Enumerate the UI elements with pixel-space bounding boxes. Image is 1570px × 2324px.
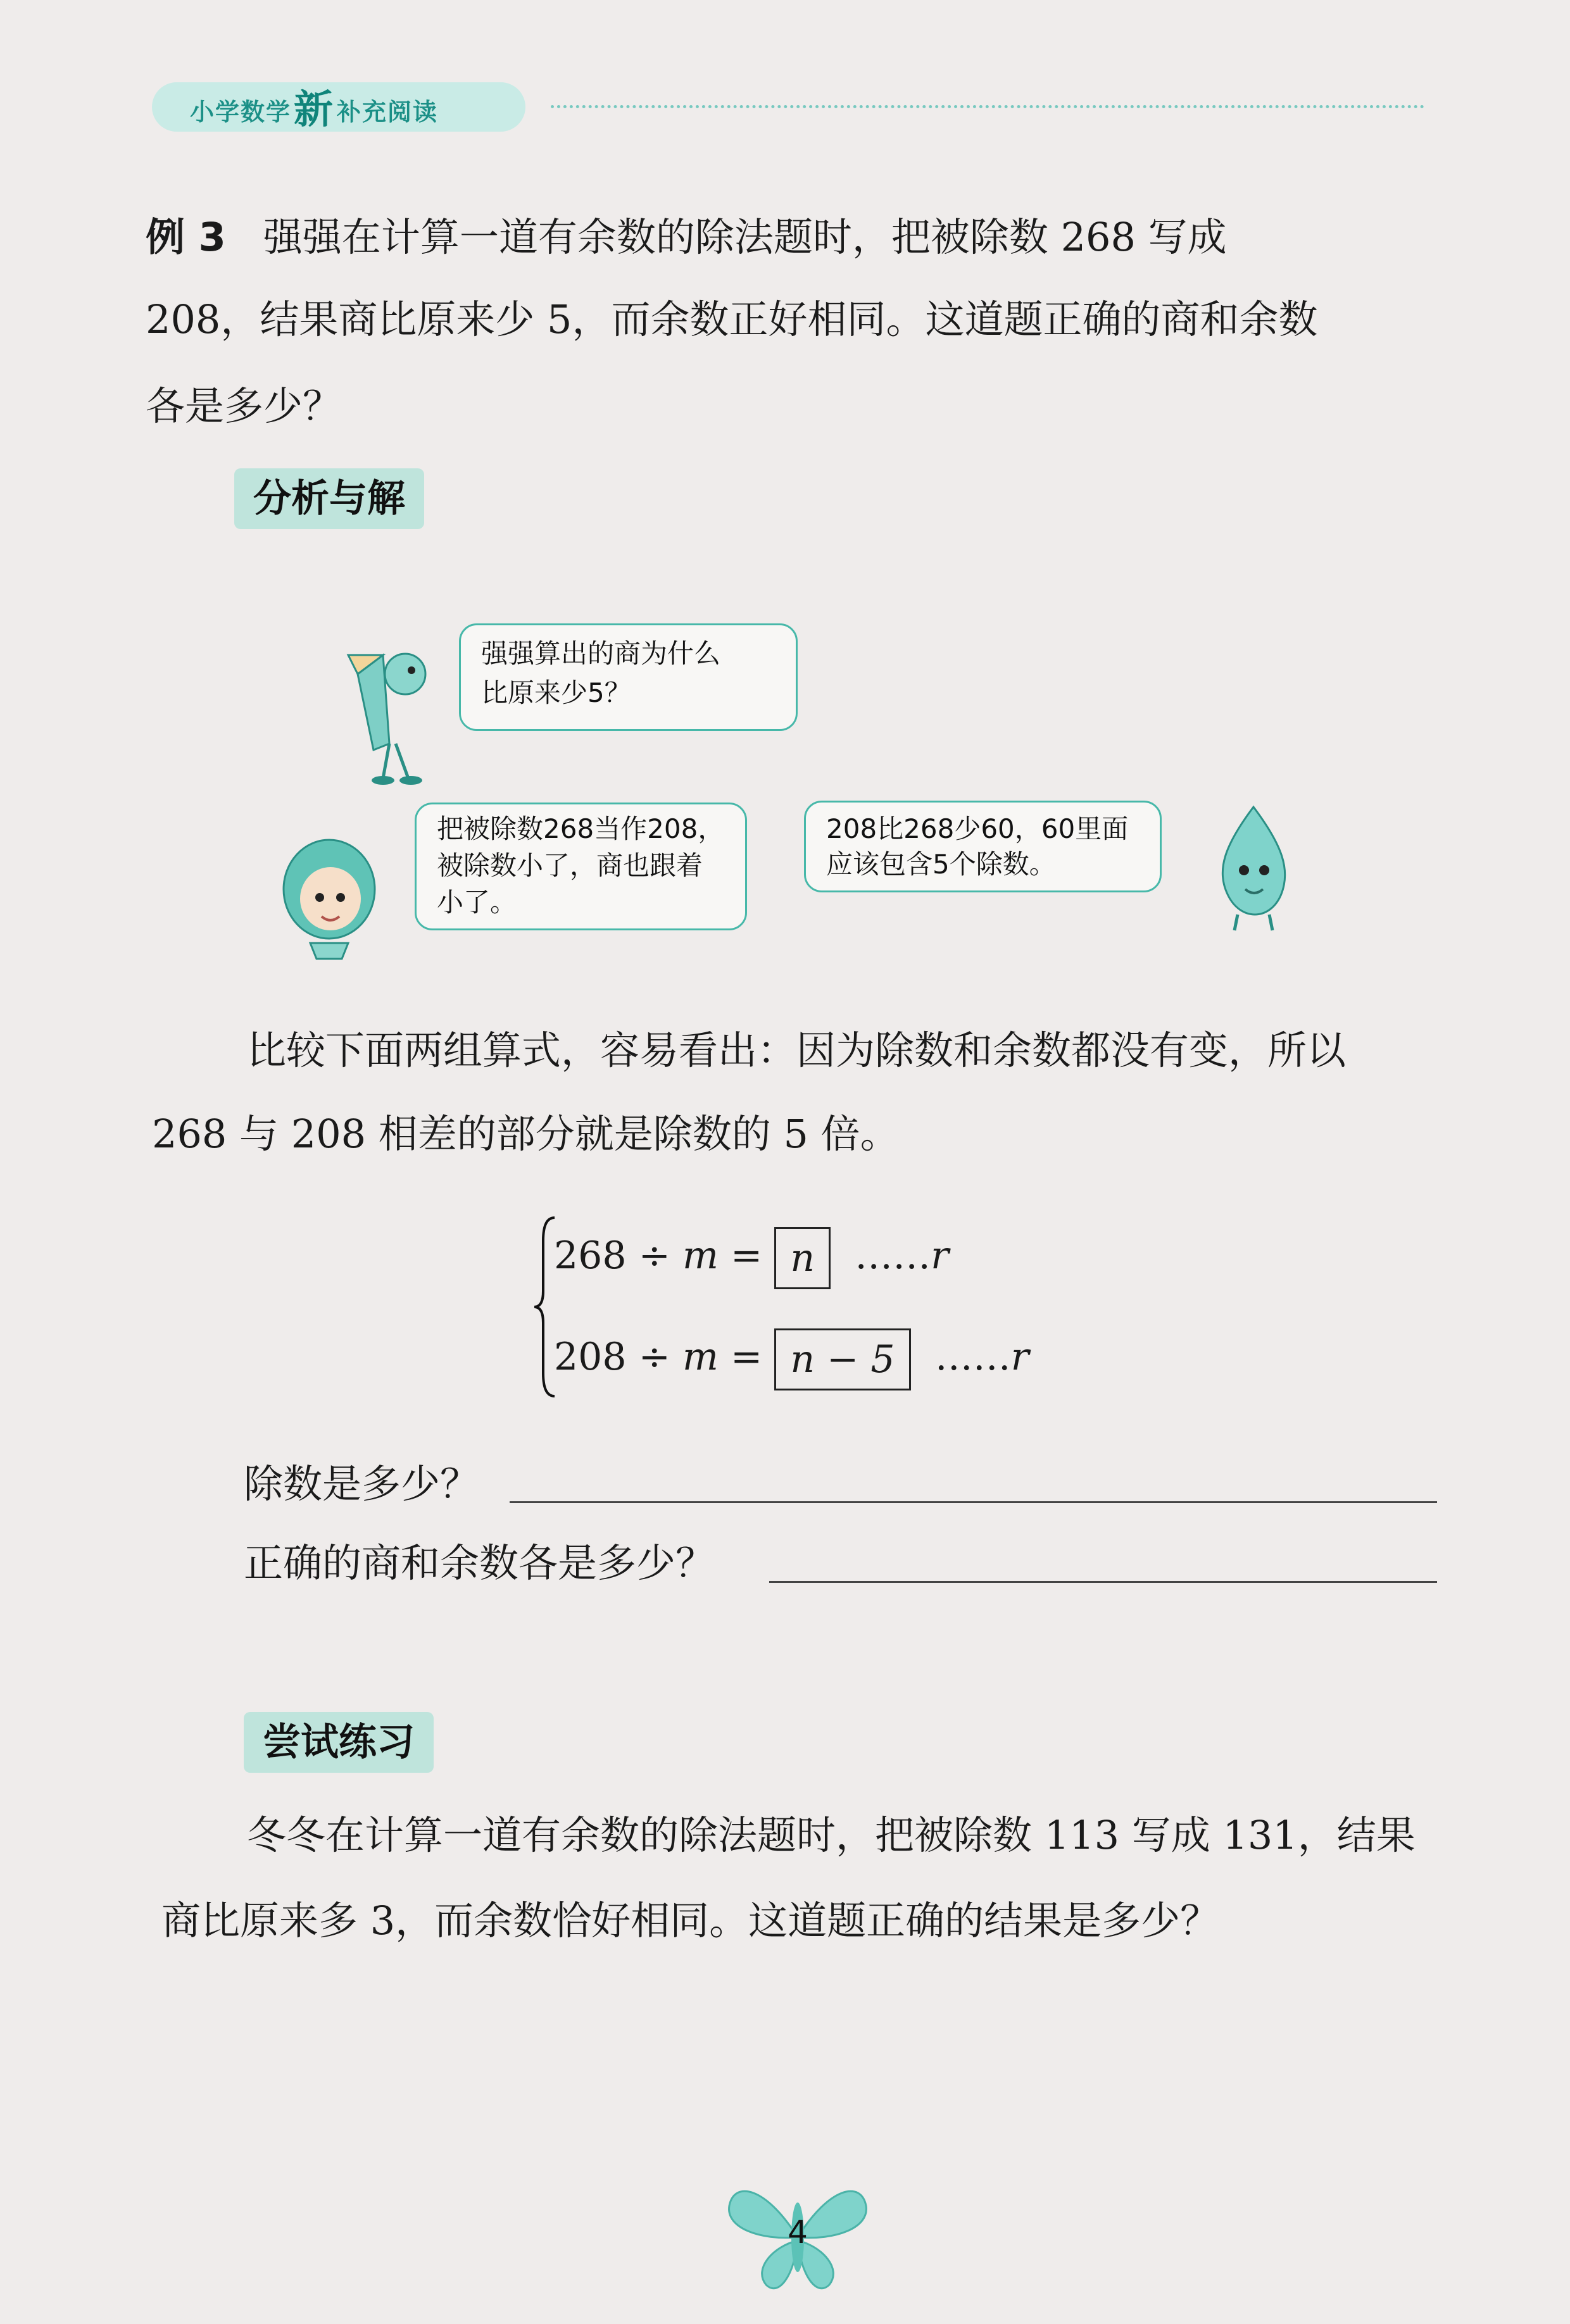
book-series-title — [190, 87, 438, 132]
example-line-3: 各是多少？ — [146, 383, 342, 429]
drop-character-icon — [1200, 801, 1307, 934]
title-suffix: 补充阅读 — [337, 98, 439, 126]
quotient-box: n — [774, 1227, 831, 1289]
question-divisor: 除数是多少？ — [244, 1461, 480, 1507]
girl-character-icon — [272, 829, 386, 962]
analysis-section-tag: 分析与解 — [234, 468, 424, 529]
answer-line-quotient[interactable] — [769, 1581, 1437, 1583]
quotient-box: n − 5 — [774, 1328, 910, 1390]
header-dotted-rule — [551, 105, 1424, 108]
pencil-character-icon — [345, 630, 440, 788]
speech-bubble-question: 强强算出的商为什么 比原来少5？ — [459, 623, 798, 731]
page-number: 4 — [788, 2214, 808, 2251]
example-label: 例 3 — [146, 214, 226, 260]
speech-bubble-explain: 把被除数268当作208， 被除数小了，商也跟着 小了。 — [415, 803, 747, 930]
equation-1: 268 ÷ m = n ……r — [554, 1227, 949, 1285]
equation-brace — [532, 1215, 557, 1399]
example-line-1: 例 3 强强在计算一道有余数的除法题时，把被除数 268 写成 — [146, 214, 1227, 260]
practice-line-2: 商比原来多 3，而余数恰好相同。这道题正确的结果是多少？ — [161, 1897, 1220, 1944]
answer-line-divisor[interactable] — [510, 1501, 1437, 1503]
title-prefix: 小学数学 — [190, 98, 292, 126]
practice-section-tag: 尝试练习 — [244, 1712, 434, 1773]
compare-line-2: 268 与 208 相差的部分就是除数的 5 倍。 — [152, 1111, 900, 1157]
compare-line-1: 比较下面两组算式，容易看出：因为除数和余数都没有变，所以 — [247, 1027, 1347, 1073]
title-emphasis: 新 — [294, 86, 335, 132]
question-quotient-remainder: 正确的商和余数各是多少？ — [244, 1540, 715, 1586]
equation-2: 208 ÷ m = n − 5 ……r — [554, 1328, 1029, 1386]
example-line-2: 208，结果商比原来少 5，而余数正好相同。这道题正确的商和余数 — [146, 296, 1318, 342]
speech-bubble-reason: 208比268少60，60里面 应该包含5个除数。 — [804, 801, 1162, 892]
practice-line-1: 冬冬在计算一道有余数的除法题时，把被除数 113 写成 131，结果 — [247, 1812, 1416, 1858]
